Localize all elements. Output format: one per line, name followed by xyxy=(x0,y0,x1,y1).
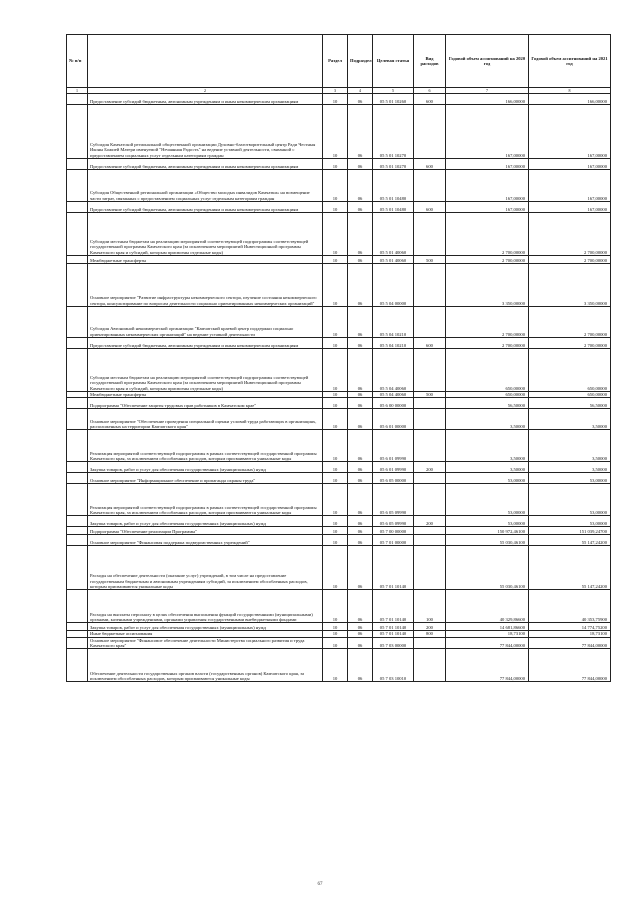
cell-podrazdel: 06 xyxy=(348,527,373,535)
cell-name: Реализация мероприятий соответствующей подпрограммы в рамках соответствующей государственной программы Камчатского края, за исключением обособленных расходов, которым присваиваются уникальные коды xyxy=(88,484,323,516)
cell-podrazdel: 06 xyxy=(348,213,373,256)
table-row xyxy=(67,94,611,105)
cell-vr xyxy=(414,349,446,392)
cell-csr: 05 7 01 10140 xyxy=(373,546,414,590)
cell-vr xyxy=(414,535,446,546)
cell-csr: 05 6 05 09990 xyxy=(373,516,414,527)
cell-razdel: 10 xyxy=(323,484,348,516)
cell-name: Закупка товаров, работ и услуг для обеспечения государственных (муниципальных) нужд xyxy=(88,516,323,527)
table-row xyxy=(67,590,611,623)
cell-podrazdel: 06 xyxy=(348,159,373,170)
cell-y2020: 650,00000 xyxy=(446,349,529,392)
cell-name: Межбюджетные трансферты xyxy=(88,392,323,398)
cell-vr xyxy=(414,105,446,159)
cell-name: Основное мероприятие "Финансовая поддержка подведомственных учреждений" xyxy=(88,535,323,546)
cell-y2020: 53,00000 xyxy=(446,484,529,516)
cell-num xyxy=(67,256,88,264)
cell-name: Подпрограмма "Обеспечение защиты трудовых прав работников в Камчатском крае" xyxy=(88,398,323,409)
column-number: 7 xyxy=(446,88,529,94)
cell-vr xyxy=(414,264,446,307)
cell-razdel: 10 xyxy=(323,637,348,649)
cell-vr xyxy=(414,527,446,535)
cell-csr: 05 7 03 00000 xyxy=(373,637,414,649)
cell-name: Субсидия Общественной региональной организации «Общество молодых инвалидов Камчатки» на возмещение части затрат, связанных с предоставлением социальных услуг отдельным категориям граждан xyxy=(88,170,323,202)
cell-y2021: 55 147,24200 xyxy=(529,546,611,590)
cell-razdel: 10 xyxy=(323,202,348,213)
cell-podrazdel: 06 xyxy=(348,590,373,623)
cell-num xyxy=(67,105,88,159)
cell-y2021: 650,00000 xyxy=(529,392,611,398)
cell-name: Иные бюджетные ассигнования xyxy=(88,631,323,637)
cell-podrazdel: 06 xyxy=(348,94,373,105)
cell-podrazdel: 06 xyxy=(348,649,373,682)
cell-y2020: 55 030,46100 xyxy=(446,535,529,546)
cell-razdel: 10 xyxy=(323,516,348,527)
table-row xyxy=(67,637,611,649)
cell-y2021: 77 844,00000 xyxy=(529,649,611,682)
table-row xyxy=(67,430,611,462)
cell-y2020: 167,00000 xyxy=(446,202,529,213)
cell-podrazdel: 06 xyxy=(348,409,373,430)
cell-y2021: 167,00000 xyxy=(529,202,611,213)
table-row xyxy=(67,649,611,682)
cell-csr: 05 6 01 00000 xyxy=(373,409,414,430)
cell-y2021: 40 353,75900 xyxy=(529,590,611,623)
cell-podrazdel: 06 xyxy=(348,516,373,527)
cell-name: Основное мероприятие "Развитие инфраструктуры некоммерческого сектора, изучение состояния некоммерческого сектора, консультирование по вопросам деятельности социально ориентированных некоммерческих организаций" xyxy=(88,264,323,307)
cell-vr xyxy=(414,649,446,682)
cell-y2021: 18,73100 xyxy=(529,631,611,637)
cell-num xyxy=(67,484,88,516)
cell-vr: 600 xyxy=(414,159,446,170)
cell-num xyxy=(67,473,88,484)
cell-y2021: 650,00000 xyxy=(529,349,611,392)
cell-y2020: 166,00000 xyxy=(446,94,529,105)
cell-vr xyxy=(414,409,446,430)
cell-y2021: 2 700,00000 xyxy=(529,307,611,338)
cell-name: Обеспечение деятельности государственных органов власти (государственных органов) Камчатского края, за исключением обособленных расходов, которым присваиваются уникальные коды xyxy=(88,649,323,682)
cell-num xyxy=(67,398,88,409)
cell-csr: 05 5 01 40060 xyxy=(373,213,414,256)
header-podrazdel: Подраздел xyxy=(348,35,373,88)
cell-y2020: 77 844,00000 xyxy=(446,637,529,649)
table-row xyxy=(67,307,611,338)
cell-podrazdel: 06 xyxy=(348,623,373,631)
cell-num xyxy=(67,649,88,682)
cell-y2021: 3,50000 xyxy=(529,430,611,462)
cell-y2020: 167,00000 xyxy=(446,159,529,170)
table-row xyxy=(67,484,611,516)
cell-csr: 05 5 01 40060 xyxy=(373,256,414,264)
column-number: 6 xyxy=(414,88,446,94)
table-row xyxy=(67,349,611,392)
cell-razdel: 10 xyxy=(323,462,348,473)
cell-vr: 600 xyxy=(414,202,446,213)
cell-podrazdel: 06 xyxy=(348,307,373,338)
cell-razdel: 10 xyxy=(323,213,348,256)
cell-num xyxy=(67,516,88,527)
cell-podrazdel: 06 xyxy=(348,535,373,546)
cell-vr xyxy=(414,473,446,484)
table-row xyxy=(67,535,611,546)
table-row xyxy=(67,256,611,264)
cell-num xyxy=(67,94,88,105)
table-row xyxy=(67,409,611,430)
header-2020: Годовой объем ассигнований на 2020 год xyxy=(446,35,529,88)
cell-csr: 05 5 01 10480 xyxy=(373,170,414,202)
cell-name: Субсидии местным бюджетам на реализацию мероприятий соответствующей подпрограммы соответствующей государственной программы Камчатского края (за исключением мероприятий Инвестиционной программы Камчатского края и субсидий, которым присвоены отдельные коды) xyxy=(88,213,323,256)
cell-vr xyxy=(414,430,446,462)
cell-y2021: 77 844,00000 xyxy=(529,637,611,649)
cell-csr: 05 5 01 10270 xyxy=(373,105,414,159)
cell-razdel: 10 xyxy=(323,170,348,202)
cell-y2020: 150 972,46100 xyxy=(446,527,529,535)
cell-csr: 05 6 05 00000 xyxy=(373,473,414,484)
cell-razdel: 10 xyxy=(323,527,348,535)
header-2021: Годовой объем ассигнований на 2021 год xyxy=(529,35,611,88)
cell-y2021: 53,00000 xyxy=(529,473,611,484)
cell-y2020: 167,00000 xyxy=(446,105,529,159)
cell-num xyxy=(67,159,88,170)
cell-csr: 05 7 00 00000 xyxy=(373,527,414,535)
header-csr: Целевая статья xyxy=(373,35,414,88)
cell-vr: 200 xyxy=(414,516,446,527)
cell-name: Предоставление субсидий бюджетным, автономным учреждениям и иным некоммерческим организациям xyxy=(88,338,323,349)
cell-razdel: 10 xyxy=(323,105,348,159)
column-number: 4 xyxy=(348,88,373,94)
cell-vr: 200 xyxy=(414,623,446,631)
cell-y2021: 2 700,00000 xyxy=(529,213,611,256)
cell-razdel: 10 xyxy=(323,159,348,170)
cell-vr: 200 xyxy=(414,462,446,473)
table-row xyxy=(67,105,611,159)
cell-csr: 05 5 04 00000 xyxy=(373,264,414,307)
cell-y2021: 3 350,00000 xyxy=(529,264,611,307)
cell-y2020: 3,50000 xyxy=(446,409,529,430)
cell-podrazdel: 06 xyxy=(348,105,373,159)
cell-name: Основное мероприятие "Обеспечение проведения специальной оценки условий труда работающих в организациях, расположенных на территории Камчатского края" xyxy=(88,409,323,430)
cell-csr: 05 5 04 40060 xyxy=(373,349,414,392)
cell-csr: 05 7 03 10010 xyxy=(373,649,414,682)
cell-razdel: 10 xyxy=(323,307,348,338)
cell-razdel: 10 xyxy=(323,631,348,637)
cell-razdel: 10 xyxy=(323,392,348,398)
cell-vr: 600 xyxy=(414,338,446,349)
cell-vr xyxy=(414,546,446,590)
cell-num xyxy=(67,307,88,338)
cell-name: Подпрограмма "Обеспечение реализации Программы" xyxy=(88,527,323,535)
cell-y2021: 53,00000 xyxy=(529,516,611,527)
header-name xyxy=(88,35,323,88)
cell-razdel: 10 xyxy=(323,256,348,264)
table-row xyxy=(67,338,611,349)
cell-razdel: 10 xyxy=(323,649,348,682)
cell-podrazdel: 06 xyxy=(348,484,373,516)
cell-name: Предоставление субсидий бюджетным, автономным учреждениям и иным некоммерческим организациям xyxy=(88,202,323,213)
cell-num xyxy=(67,170,88,202)
cell-razdel: 10 xyxy=(323,398,348,409)
cell-y2020: 2 700,00000 xyxy=(446,307,529,338)
cell-name: Закупка товаров, работ и услуг для обеспечения государственных (муниципальных) нужд xyxy=(88,623,323,631)
cell-podrazdel: 06 xyxy=(348,392,373,398)
cell-podrazdel: 06 xyxy=(348,473,373,484)
cell-name: Субсидия Автономной некоммерческой организации "Камчатский краевой центр поддержки социально ориентированных некоммерческих организаций" на ведение уставной деятельности xyxy=(88,307,323,338)
cell-name: Закупка товаров, работ и услуг для обеспечения государственных (муниципальных) нужд xyxy=(88,462,323,473)
cell-csr: 05 5 01 10270 xyxy=(373,159,414,170)
budget-table-sheet xyxy=(66,34,610,682)
cell-csr: 05 6 01 09990 xyxy=(373,462,414,473)
table-row xyxy=(67,202,611,213)
page-number: 67 xyxy=(317,882,323,887)
column-number: 1 xyxy=(67,88,88,94)
column-number: 2 xyxy=(88,88,323,94)
cell-y2020: 2 700,00000 xyxy=(446,213,529,256)
table-body xyxy=(67,94,611,682)
cell-csr: 05 7 01 10140 xyxy=(373,631,414,637)
cell-podrazdel: 06 xyxy=(348,338,373,349)
cell-name: Реализация мероприятий соответствующей подпрограммы в рамках соответствующей государственной программы Камчатского края, за исключением обособленных расходов, которым присваиваются уникальные коды xyxy=(88,430,323,462)
cell-y2020: 167,00000 xyxy=(446,170,529,202)
cell-podrazdel: 06 xyxy=(348,202,373,213)
cell-csr: 05 5 04 40060 xyxy=(373,392,414,398)
cell-y2020: 650,00000 xyxy=(446,392,529,398)
cell-y2020: 77 844,00000 xyxy=(446,649,529,682)
cell-name: Расходы на выплаты персоналу в целях обеспечения выполнения функций государственными (муниципальными) органами, казенными учреждениями, органами управления государственными внебюджетными фондами xyxy=(88,590,323,623)
cell-csr: 05 7 01 10140 xyxy=(373,623,414,631)
cell-y2021: 167,00000 xyxy=(529,159,611,170)
cell-podrazdel: 06 xyxy=(348,256,373,264)
column-number: 8 xyxy=(529,88,611,94)
cell-y2020: 3 350,00000 xyxy=(446,264,529,307)
cell-num xyxy=(67,546,88,590)
cell-y2021: 2 700,00000 xyxy=(529,256,611,264)
cell-vr: 500 xyxy=(414,392,446,398)
cell-y2020: 18,73100 xyxy=(446,631,529,637)
cell-y2020: 3,50000 xyxy=(446,462,529,473)
cell-num xyxy=(67,637,88,649)
table-row xyxy=(67,516,611,527)
cell-num xyxy=(67,590,88,623)
cell-vr xyxy=(414,398,446,409)
header-vr: Вид расходов xyxy=(414,35,446,88)
cell-csr: 05 5 04 10210 xyxy=(373,307,414,338)
header-row xyxy=(67,35,611,88)
cell-vr xyxy=(414,307,446,338)
cell-podrazdel: 06 xyxy=(348,637,373,649)
header-razdel: Раздел xyxy=(323,35,348,88)
cell-y2021: 3,50000 xyxy=(529,409,611,430)
cell-y2021: 3,50000 xyxy=(529,462,611,473)
cell-y2021: 166,00000 xyxy=(529,94,611,105)
budget-table xyxy=(66,34,611,682)
cell-podrazdel: 06 xyxy=(348,349,373,392)
cell-y2020: 55 030,46100 xyxy=(446,546,529,590)
cell-y2020: 53,00000 xyxy=(446,473,529,484)
cell-razdel: 10 xyxy=(323,409,348,430)
cell-podrazdel: 06 xyxy=(348,398,373,409)
cell-podrazdel: 06 xyxy=(348,264,373,307)
cell-vr: 800 xyxy=(414,631,446,637)
cell-num xyxy=(67,213,88,256)
cell-name: Основное мероприятие "Информационное обеспечение и пропаганда охраны труда" xyxy=(88,473,323,484)
cell-vr xyxy=(414,170,446,202)
cell-vr xyxy=(414,484,446,516)
table-row xyxy=(67,473,611,484)
cell-csr: 05 5 01 10260 xyxy=(373,94,414,105)
cell-podrazdel: 06 xyxy=(348,430,373,462)
cell-num xyxy=(67,409,88,430)
cell-y2020: 2 700,00000 xyxy=(446,338,529,349)
cell-y2020: 40 329,86600 xyxy=(446,590,529,623)
cell-name: Предоставление субсидий бюджетным, автономным учреждениям и иным некоммерческим организациям xyxy=(88,94,323,105)
cell-y2021: 55 147,24200 xyxy=(529,535,611,546)
cell-num xyxy=(67,430,88,462)
cell-csr: 05 6 05 09990 xyxy=(373,484,414,516)
table-row xyxy=(67,398,611,409)
cell-y2020: 2 700,00000 xyxy=(446,256,529,264)
cell-y2021: 2 700,00000 xyxy=(529,338,611,349)
cell-num xyxy=(67,349,88,392)
header-num: № п/п xyxy=(67,35,88,88)
cell-num xyxy=(67,623,88,631)
cell-name: Основное мероприятие "Финансовое обеспечение деятельности Министерства социального развития и труда Камчатского края" xyxy=(88,637,323,649)
cell-podrazdel: 06 xyxy=(348,170,373,202)
cell-razdel: 10 xyxy=(323,338,348,349)
table-row xyxy=(67,527,611,535)
cell-razdel: 10 xyxy=(323,546,348,590)
table-row xyxy=(67,159,611,170)
cell-name: Расходы на обеспечение деятельности (оказание услуг) учреждений, в том числе на предоставление государственным бюджетным и автономным учреждениям субсидий, за исключением обособленных расходов, которым присваиваются уникальные коды xyxy=(88,546,323,590)
cell-razdel: 10 xyxy=(323,349,348,392)
column-number: 3 xyxy=(323,88,348,94)
cell-num xyxy=(67,264,88,307)
table-row xyxy=(67,462,611,473)
cell-csr: 05 6 00 00000 xyxy=(373,398,414,409)
cell-y2020: 53,00000 xyxy=(446,516,529,527)
cell-name: Предоставление субсидий бюджетным, автономным учреждениям и иным некоммерческим организациям xyxy=(88,159,323,170)
cell-vr: 600 xyxy=(414,94,446,105)
cell-razdel: 10 xyxy=(323,430,348,462)
cell-razdel: 10 xyxy=(323,94,348,105)
cell-razdel: 10 xyxy=(323,535,348,546)
cell-podrazdel: 06 xyxy=(348,631,373,637)
table-row xyxy=(67,213,611,256)
cell-num xyxy=(67,527,88,535)
cell-y2021: 53,00000 xyxy=(529,484,611,516)
cell-razdel: 10 xyxy=(323,590,348,623)
cell-razdel: 10 xyxy=(323,473,348,484)
cell-y2021: 167,00000 xyxy=(529,105,611,159)
cell-vr xyxy=(414,213,446,256)
cell-csr: 05 6 01 09990 xyxy=(373,430,414,462)
cell-num xyxy=(67,535,88,546)
cell-csr: 05 7 01 10140 xyxy=(373,590,414,623)
cell-podrazdel: 06 xyxy=(348,462,373,473)
cell-csr: 05 5 01 10480 xyxy=(373,202,414,213)
cell-y2021: 14 774,75200 xyxy=(529,623,611,631)
cell-num xyxy=(67,462,88,473)
cell-y2021: 167,00000 xyxy=(529,170,611,202)
table-row xyxy=(67,623,611,631)
column-number: 5 xyxy=(373,88,414,94)
cell-y2020: 14 681,86600 xyxy=(446,623,529,631)
cell-name: Субсидия Камчатской региональной общественной организации Духовно-благотворительный центр Ради Честныя Иконы Божией Матери именуемой "Нечаянная Радость" на ведение уставной деятельности, связанной с предоставлением социальных услуг отдельным категориям граждан xyxy=(88,105,323,159)
cell-name: Межбюджетные трансферты xyxy=(88,256,323,264)
cell-y2020: 56,50000 xyxy=(446,398,529,409)
cell-csr: 05 7 01 00000 xyxy=(373,535,414,546)
cell-num xyxy=(67,202,88,213)
cell-razdel: 10 xyxy=(323,264,348,307)
cell-y2021: 151 039,24700 xyxy=(529,527,611,535)
cell-podrazdel: 06 xyxy=(348,546,373,590)
cell-y2021: 56,50000 xyxy=(529,398,611,409)
cell-vr: 500 xyxy=(414,256,446,264)
cell-vr xyxy=(414,637,446,649)
cell-num xyxy=(67,338,88,349)
table-row xyxy=(67,264,611,307)
cell-csr: 05 5 04 10210 xyxy=(373,338,414,349)
cell-razdel: 10 xyxy=(323,623,348,631)
cell-y2020: 3,50000 xyxy=(446,430,529,462)
cell-vr: 100 xyxy=(414,590,446,623)
table-row xyxy=(67,546,611,590)
table-row xyxy=(67,170,611,202)
cell-name: Субсидии местным бюджетам на реализацию мероприятий соответствующей подпрограммы соответствующей государственной программы Камчатского края (за исключением мероприятий Инвестиционной программы Камчатского края и субсидий, которым присвоены отдельные коды) xyxy=(88,349,323,392)
